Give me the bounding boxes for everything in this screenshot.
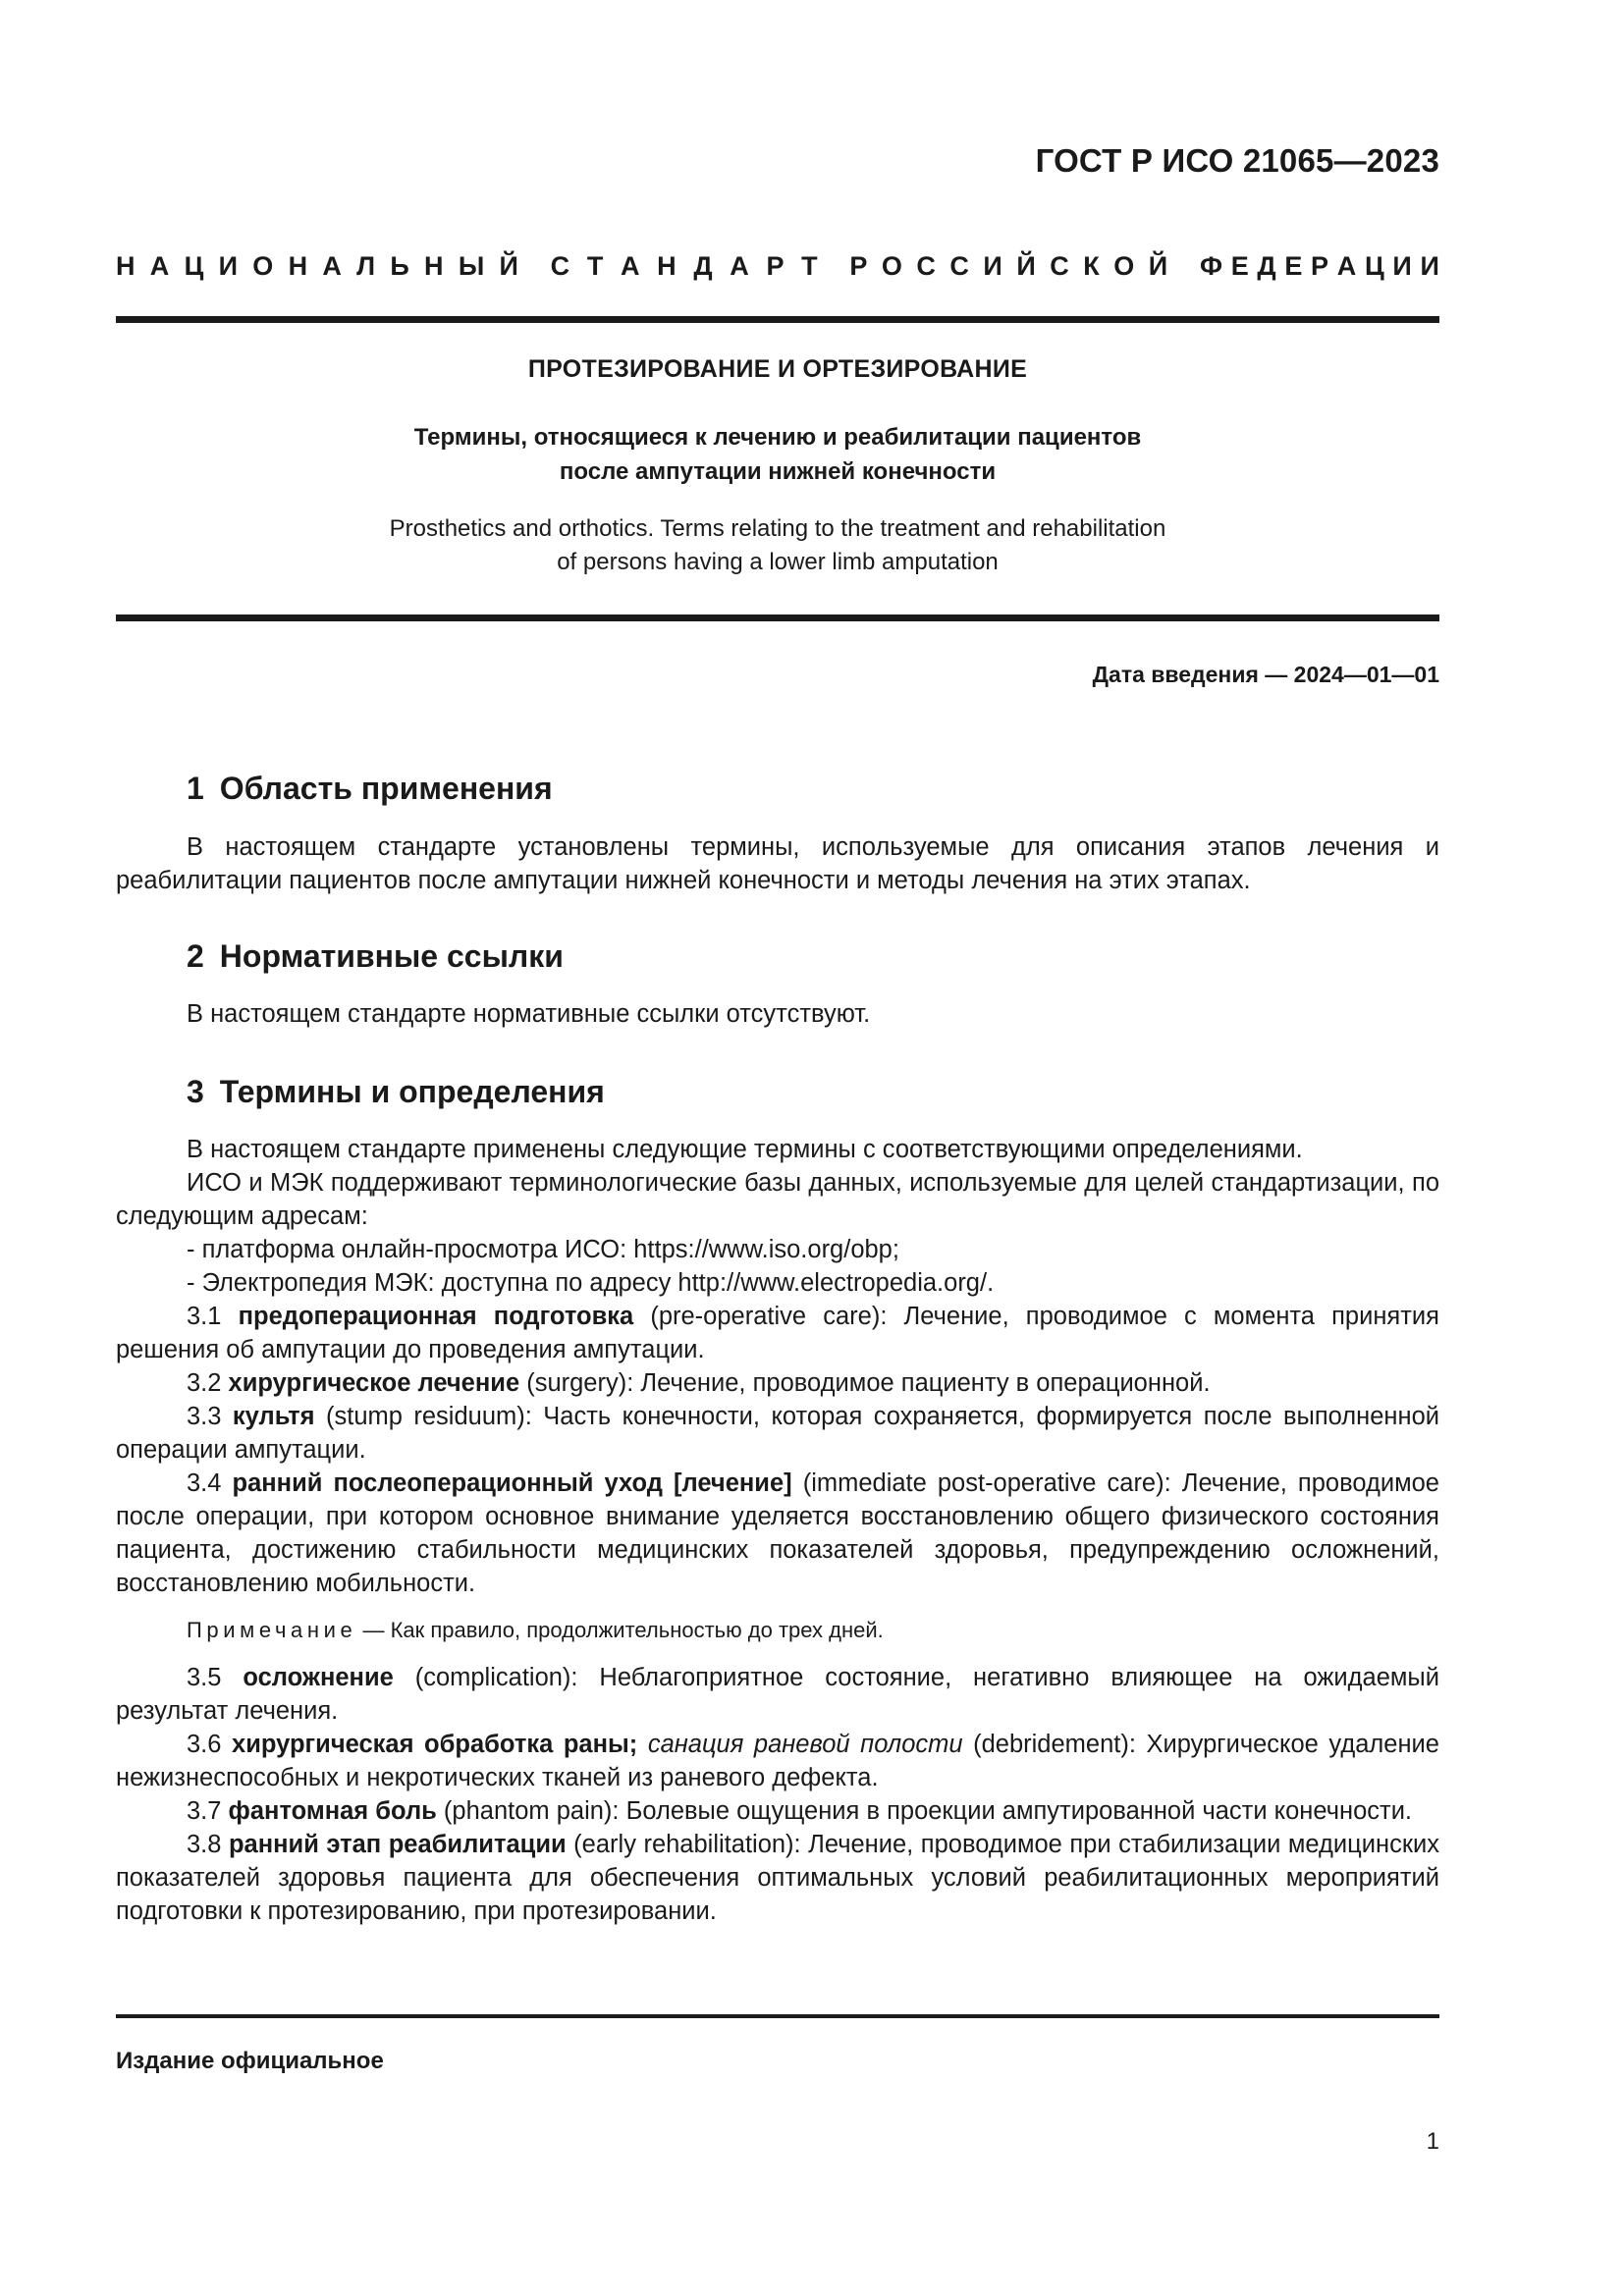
introduction-date: Дата введения — 2024—01—01	[1092, 662, 1439, 687]
term-definition: (surgery): Лечение, проводимое пациенту в операционной.	[519, 1369, 1211, 1397]
term-entry	[116, 1300, 1439, 1366]
paragraph: ИСО и МЭК поддерживают терминологические базы данных, используемые для целей стандартизации, по следующим адресам:	[116, 1169, 1439, 1230]
term-number: 3.2	[187, 1369, 222, 1397]
section-body	[116, 830, 1439, 897]
term-number: 3.3	[187, 1403, 222, 1430]
top-divider	[116, 316, 1439, 323]
banner-word: С Т А Н Д А Р Т	[550, 251, 818, 281]
term-number: 3.8	[187, 1831, 222, 1858]
section-number: 2	[187, 938, 204, 974]
term-definition: (pre-operative care): Лечение, проводимое с момента принятия решения об ампутации до проведения ампутации.	[116, 1303, 1439, 1363]
term-name: ранний послеоперационный уход [лечение]	[232, 1469, 792, 1497]
note-text: — Как правило, продолжительностью до трех дней.	[356, 1618, 884, 1642]
document-code: ГОСТ Р ИСО 21065—2023	[1035, 142, 1439, 179]
term-definition: (complication): Неблагоприятное состояние, негативно влияющее на ожидаемый результат лечения.	[116, 1664, 1439, 1725]
term-number: 3.1	[187, 1303, 222, 1330]
page-number: 1	[1426, 2128, 1439, 2155]
term-definition: (phantom pain): Болевые ощущения в проекции ампутированной части конечности.	[436, 1797, 1413, 1825]
subtitle-line: после ампутации нижней конечности	[559, 458, 997, 485]
official-edition-label: Издание официальное	[116, 2048, 384, 2074]
section-title: Область применения	[219, 771, 553, 806]
term-synonym: санация раневой полости	[647, 1731, 963, 1758]
section-body	[116, 1133, 1439, 1928]
list-item: - платформа онлайн-просмотра ИСО: https://www.iso.org/obp;	[187, 1236, 899, 1263]
document-title: ПРОТЕЗИРОВАНИЕ И ОРТЕЗИРОВАНИЕ	[527, 355, 1028, 383]
term-number: 3.6	[187, 1731, 222, 1758]
term-number: 3.4	[187, 1469, 222, 1497]
term-name: фантомная боль	[228, 1797, 437, 1825]
term-entry	[116, 1400, 1439, 1467]
section-number: 3	[187, 1074, 204, 1109]
term-name: осложнение	[243, 1664, 394, 1691]
national-standard-banner	[116, 251, 1439, 282]
term-name: ранний этап реабилитации	[228, 1831, 567, 1858]
term-number: 3.7	[187, 1797, 222, 1825]
term-definition: (debridement): Хирургическое удаление нежизнеспособных и некротических тканей из раневого дефекта.	[116, 1731, 1439, 1791]
list-item: - Электропедия МЭК: доступна по адресу http://www.electropedia.org/.	[187, 1269, 995, 1297]
banner-word: Н А Ц И О Н А Л Ь Н Ы Й	[116, 251, 518, 281]
title-divider	[116, 614, 1439, 621]
footer-divider	[116, 2014, 1439, 2018]
term-name: предоперационная подготовка	[238, 1303, 634, 1330]
term-entry	[116, 1366, 1439, 1400]
english-title-line: Prosthetics and orthotics. Terms relating to the treatment and rehabilitation	[389, 515, 1166, 542]
paragraph: В настоящем стандарте установлены термины, используемые для описания этапов лечения и реабилитации пациентов после ампутации нижней конечности и методы лечения на этих этапах.	[116, 833, 1439, 894]
english-title-line: of persons having a lower limb amputation	[557, 549, 999, 575]
section-title: Термины и определения	[219, 1074, 605, 1109]
term-entry	[116, 1728, 1439, 1794]
section-title: Нормативные ссылки	[219, 938, 564, 974]
term-name: хирургическое лечение	[228, 1369, 520, 1397]
section-body	[116, 997, 1439, 1031]
subtitle-line: Термины, относящиеся к лечению и реабилитации пациентов	[413, 424, 1142, 451]
section-heading	[187, 771, 553, 807]
note-label: Примечание	[187, 1618, 357, 1642]
term-entry	[116, 1794, 1439, 1828]
section-heading	[187, 938, 564, 975]
term-entry	[116, 1467, 1439, 1600]
term-entry	[116, 1828, 1439, 1928]
document-subtitle	[116, 420, 1439, 489]
term-definition: (immediate post-operative care): Лечение, проводимое после операции, при котором основное внимание уделяется восстановлению общего физического состояния пациента, достижению стабильности медицинских показателей здоровья, предупреждению осложнений, восстановлению мобильности.	[116, 1469, 1439, 1597]
banner-word: Ф Е Д Е Р А Ц И И	[1199, 251, 1439, 281]
banner-word: Р О С С И Й С К О Й	[849, 251, 1168, 281]
english-title	[116, 512, 1439, 579]
section-heading	[187, 1074, 605, 1110]
note	[116, 1614, 1439, 1647]
term-name: хирургическая обработка раны;	[232, 1731, 638, 1758]
term-definition: (stump residuum): Часть конечности, которая сохраняется, формируется после выполненной операции ампутации.	[116, 1403, 1439, 1464]
term-entry	[116, 1661, 1439, 1728]
term-name: культя	[232, 1403, 315, 1430]
paragraph: В настоящем стандарте нормативные ссылки отсутствуют.	[187, 1000, 871, 1028]
paragraph: В настоящем стандарте применены следующие термины с соответствующими определениями.	[187, 1136, 1303, 1163]
term-number: 3.5	[187, 1664, 222, 1691]
term-definition: (early rehabilitation): Лечение, проводимое при стабилизации медицинских показателей здоровья пациента для обеспечения оптимальных условий реабилитационных мероприятий подготовки к протезированию, при протезировании.	[116, 1831, 1439, 1925]
section-number: 1	[187, 771, 204, 806]
